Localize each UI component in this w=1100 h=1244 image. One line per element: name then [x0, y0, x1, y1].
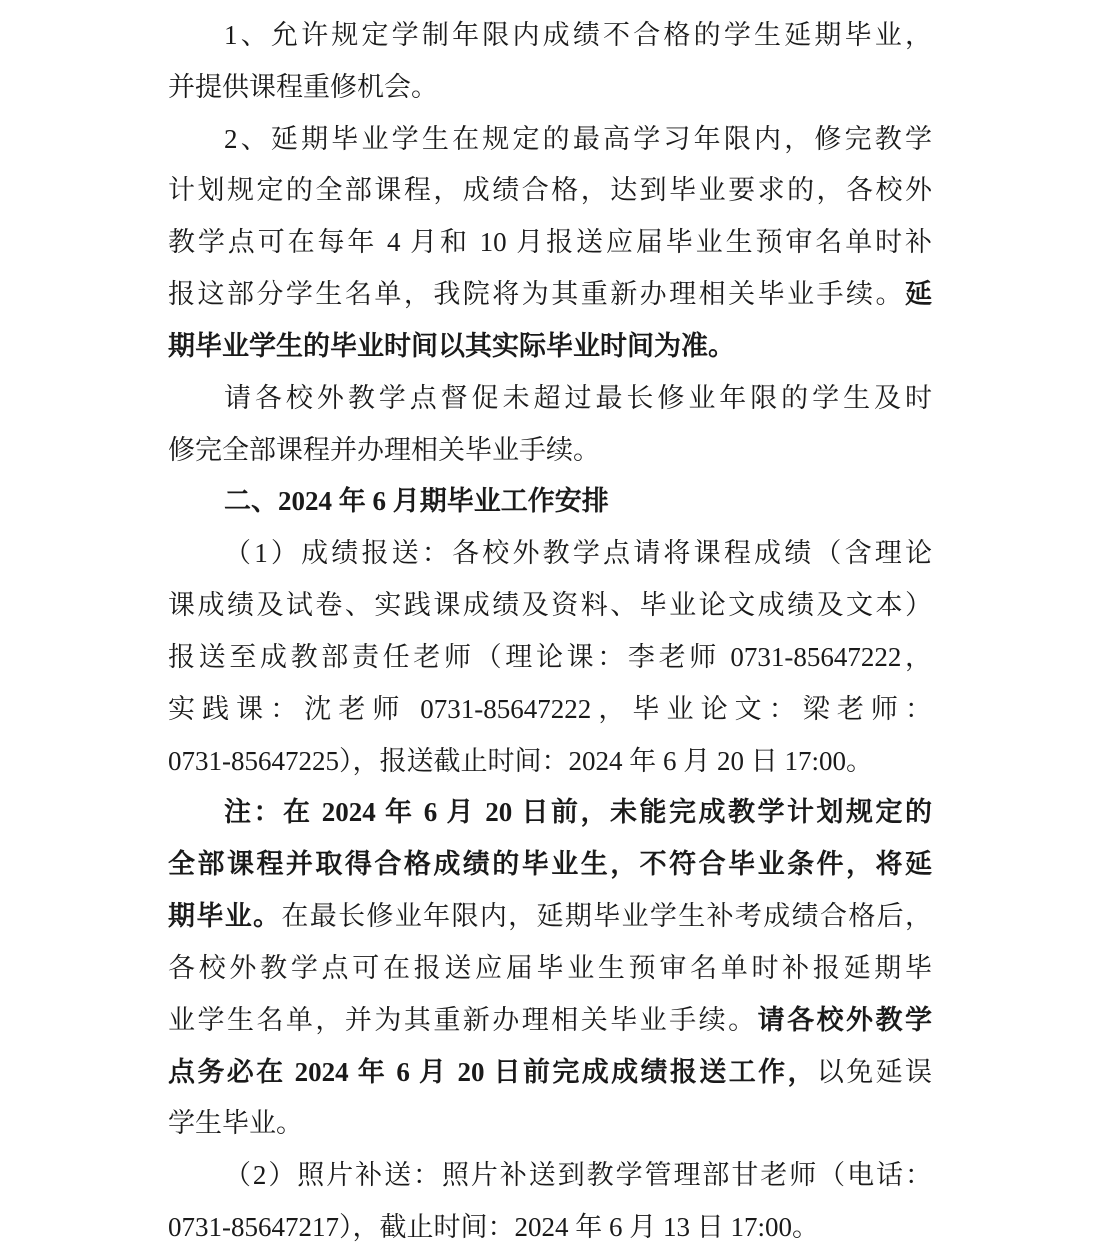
document-body [168, 10, 932, 1244]
text-line [168, 425, 932, 477]
text-run: 在最长修业年限内，延期毕业学生补考成绩合格后， [281, 901, 933, 932]
text-run: 业学生名单，并为其重新办理相关毕业手续。 [168, 1004, 758, 1035]
text-line [168, 736, 932, 788]
text-run: 报送至成教部责任老师（理论课：李老师 0731-85647222， [168, 641, 932, 672]
text-line [168, 995, 932, 1047]
text-line [168, 269, 932, 321]
text-run: 修完全部课程并办理相关毕业手续。 [168, 434, 600, 465]
text-line [168, 787, 932, 839]
bold-text-run: 期毕业。 [168, 901, 282, 932]
text-run: 实践课：沈老师 0731-85647222，毕业论文：梁老师： [168, 693, 932, 724]
text-run: 以免延误 [816, 1056, 933, 1087]
text-run: 请各校外教学点督促未超过最长修业年限的学生及时 [224, 382, 932, 413]
text-line [168, 839, 932, 891]
text-run: 1、允许规定学制年限内成绩不合格的学生延期毕业， [224, 20, 932, 50]
text-run: 教学点可在每年 4 月和 10 月报送应届毕业生预审名单时补 [168, 227, 932, 258]
text-line [168, 476, 932, 528]
text-run: （2）照片补送：照片补送到教学管理部甘老师（电话： [224, 1160, 932, 1191]
text-line [168, 1098, 932, 1150]
text-line [168, 62, 932, 114]
text-run: 2、延期毕业学生在规定的最高学习年限内，修完教学 [224, 123, 932, 154]
text-run: 并提供课程重修机会。 [168, 71, 438, 102]
text-line [168, 580, 932, 632]
text-line [168, 1202, 932, 1244]
text-run: 课成绩及试卷、实践课成绩及资料、毕业论文成绩及文本） [168, 590, 932, 621]
text-line [168, 632, 932, 684]
bold-text-run: 注：在 2024 年 6 月 20 日前，未能完成教学计划规定的 [224, 797, 932, 828]
text-run: 计划规定的全部课程，成绩合格，达到毕业要求的，各校外 [168, 175, 932, 206]
text-run: 报这部分学生名单，我院将为其重新办理相关毕业手续。 [168, 279, 905, 310]
text-line [168, 10, 932, 62]
text-line [168, 217, 932, 269]
text-run: 0731-85647225），报送截止时间：2024 年 6 月 20 日 17:00。 [168, 745, 873, 776]
text-line [168, 165, 932, 217]
text-run: （1）成绩报送：各校外教学点请将课程成绩（含理论 [224, 538, 932, 569]
text-line [168, 1047, 932, 1099]
bold-text-run: 全部课程并取得合格成绩的毕业生，不符合毕业条件，将延 [168, 849, 932, 880]
bold-text-run: 二、2024 年 6 月期毕业工作安排 [224, 486, 609, 517]
text-run: 各校外教学点可在报送应届毕业生预审名单时补报延期毕 [168, 952, 932, 983]
text-line [168, 114, 932, 166]
text-run: 学生毕业。 [168, 1108, 303, 1139]
bold-text-run: 请各校外教学 [757, 1004, 933, 1035]
text-line [168, 943, 932, 995]
text-line [168, 528, 932, 580]
bold-text-run: 期毕业学生的毕业时间以其实际毕业时间为准。 [168, 330, 735, 361]
text-line [168, 684, 932, 736]
text-run: 0731-85647217），截止时间：2024 年 6 月 13 日 17:00。 [168, 1212, 819, 1243]
bold-text-run: 点务必在 2024 年 6 月 20 日前完成成绩报送工作， [168, 1056, 817, 1087]
text-line [168, 321, 932, 373]
bold-text-run: 延 [905, 279, 932, 310]
text-line [168, 1150, 932, 1202]
text-line [168, 891, 932, 943]
text-line [168, 373, 932, 425]
